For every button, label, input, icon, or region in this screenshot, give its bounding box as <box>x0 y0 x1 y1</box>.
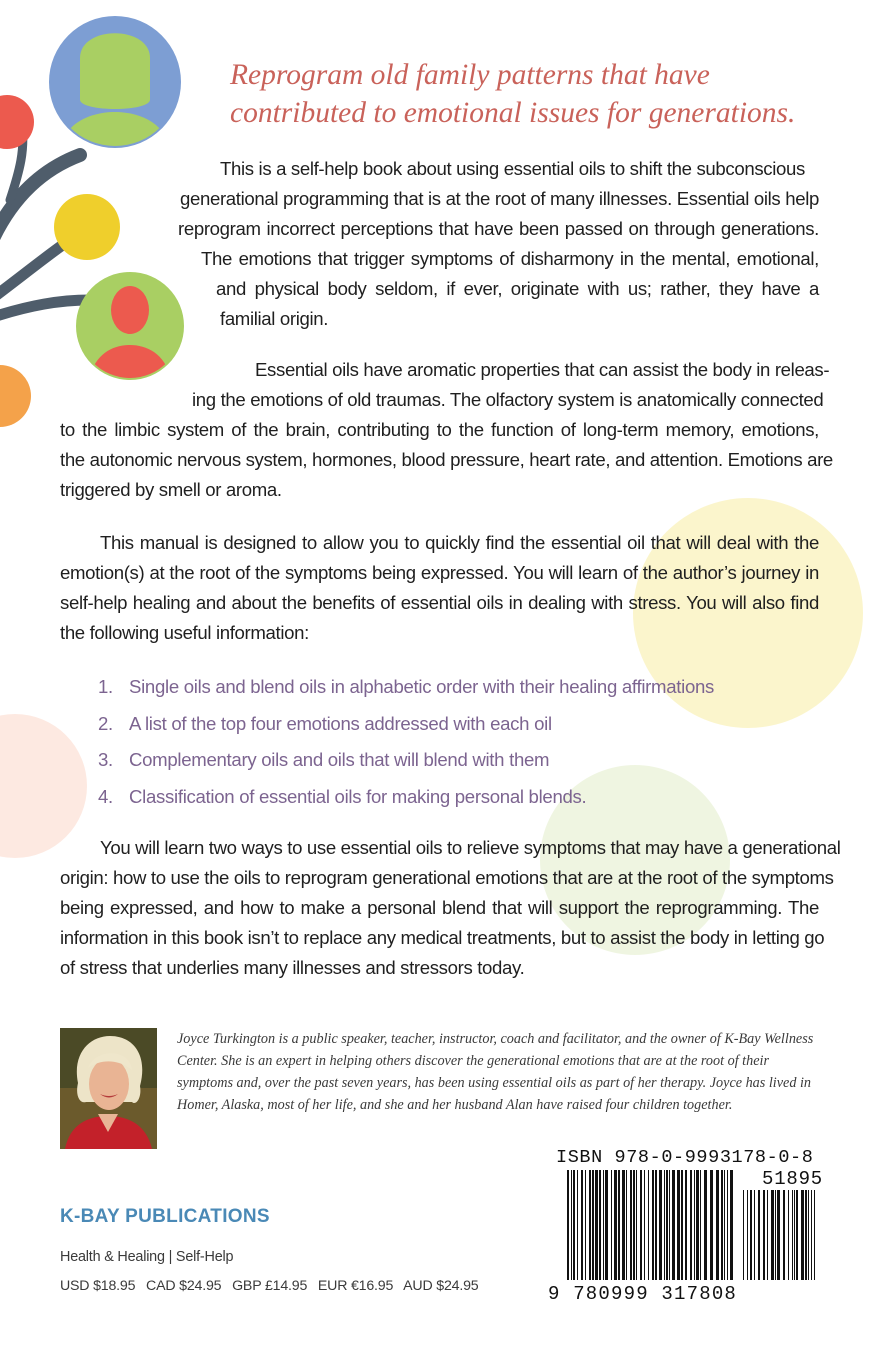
barcode-bar <box>721 1170 723 1280</box>
barcode-bar <box>747 1190 748 1280</box>
price-cad: CAD $24.95 <box>146 1278 222 1294</box>
barcode-bar <box>681 1170 683 1280</box>
list-number: 1. <box>98 676 113 697</box>
text-line: This manual is designed to allow you to quickly find the essential oil that will deal with the <box>100 532 819 553</box>
red-circle <box>0 95 34 149</box>
text-line: The emotions that trigger symptoms of disharmony in the mental, emotional, <box>201 248 819 269</box>
barcode-bar <box>767 1190 768 1280</box>
manual-paragraph <box>60 528 819 648</box>
isbn-label: ISBN 978-0-9993178-0-8 <box>556 1147 814 1168</box>
price-list <box>60 1278 485 1294</box>
barcode-bar <box>648 1170 649 1280</box>
text-line: This is a self-help book about using essential oils to shift the subconscious <box>220 158 805 179</box>
barcode-bar <box>622 1170 625 1280</box>
barcode-bar <box>794 1190 795 1280</box>
barcode-bar <box>633 1170 635 1280</box>
barcode-bar <box>655 1170 657 1280</box>
list-text: A list of the top four emotions addressed with each oil <box>129 712 552 734</box>
barcode-bar <box>595 1170 598 1280</box>
barcode-bar <box>788 1190 789 1280</box>
barcode-bar <box>577 1170 578 1280</box>
barcode-bar <box>611 1170 612 1280</box>
barcode-bar <box>605 1170 608 1280</box>
barcode-bar <box>783 1190 785 1280</box>
barcode-bar <box>626 1170 627 1280</box>
author-bio: Joyce Turkington is a public speaker, teacher, instructor, coach and facilitator, and the owner of K-Bay Wellness Center. She is an expert in helping others discover the generational emotions that are at the root of their symptoms and, over the past seven years, has been using essential oils as part of her therapy. Joyce has lived in Homer, Alaska, most of her life, and she and her husband Alan have raised four children together. <box>177 1031 814 1113</box>
text-line: reprogram incorrect perceptions that have been passed on through generations. <box>178 218 819 239</box>
tagline <box>230 56 830 132</box>
text-line: information in this book isn’t to replace any medical treatments, but to assist the body in letting go <box>60 927 825 948</box>
text-line: of stress that underlies many illnesses and stressors today. <box>60 957 525 978</box>
usage-paragraph <box>60 833 841 983</box>
barcode-bar <box>664 1170 665 1280</box>
features-list <box>98 672 798 818</box>
barcode-bar <box>710 1170 713 1280</box>
barcode-bar <box>636 1170 637 1280</box>
barcode-bar <box>685 1170 687 1280</box>
barcode-bar <box>659 1170 662 1280</box>
barcode-bar <box>573 1170 575 1280</box>
list-number: 3. <box>98 749 113 771</box>
list-text: Single oils and blend oils in alphabetic order with their healing affirmations <box>129 676 715 697</box>
barcode-bar <box>618 1170 620 1280</box>
barcode-bar <box>792 1190 793 1280</box>
ean-digits: 9 780999 317808 <box>548 1283 738 1305</box>
barcode-bar <box>763 1190 765 1280</box>
barcode-bar <box>777 1190 780 1280</box>
text-line: You will learn two ways to use essential oils to relieve symptoms that may have a generational <box>100 837 841 858</box>
text-line: ing the emotions of old traumas. The olfactory system is anatomically connected <box>192 389 824 410</box>
barcode-bar <box>666 1170 668 1280</box>
barcode-bar <box>630 1170 632 1280</box>
price-code: 51895 <box>762 1168 824 1190</box>
yellow-circle <box>54 194 120 260</box>
barcode-bar <box>599 1170 601 1280</box>
text-line: and physical body seldom, if ever, originate with us; rather, they have a <box>216 278 819 299</box>
barcode-bar <box>700 1170 701 1280</box>
barcode-bar <box>750 1190 752 1280</box>
barcode-bar <box>808 1190 809 1280</box>
female-avatar-icon <box>49 16 181 150</box>
author-photo <box>60 1028 157 1149</box>
barcode-bar <box>690 1170 692 1280</box>
text-line: origin: how to use the oils to reprogram generational emotions that are at the root of the symptoms <box>60 867 834 888</box>
price-usd: USD $18.95 <box>60 1278 136 1294</box>
barcode-bar <box>567 1170 569 1280</box>
price-gbp: GBP £14.95 <box>232 1278 308 1294</box>
text-line: Essential oils have aromatic properties that can assist the body in releas- <box>255 359 830 380</box>
barcode-bar <box>754 1190 755 1280</box>
list-item <box>98 672 798 709</box>
list-item <box>98 709 798 746</box>
barcode-bar <box>724 1170 725 1280</box>
text-line: familial origin. <box>220 308 329 329</box>
barcode-bar <box>771 1190 774 1280</box>
ean-barcode <box>553 1170 819 1360</box>
barcode-bar <box>585 1170 586 1280</box>
barcode-bar <box>592 1170 594 1280</box>
barcode-area <box>553 1170 819 1360</box>
barcode-bar <box>672 1170 675 1280</box>
text-line: the following useful information: <box>60 622 309 643</box>
price-eur: EUR €16.95 <box>317 1278 394 1294</box>
text-line: being expressed, and how to make a personal blend that will support the reprogramming. The <box>60 897 819 918</box>
text-line: emotion(s) at the root of the symptoms being expressed. You will learn of the author’s journey in <box>60 562 819 583</box>
barcode-bar <box>614 1170 617 1280</box>
list-text: Complementary oils and oils that will blend with them <box>129 749 550 771</box>
barcode-bar <box>652 1170 654 1280</box>
list-item <box>98 745 798 782</box>
barcode-bar <box>694 1170 695 1280</box>
barcode-bar <box>640 1170 642 1280</box>
list-text: Classification of essential oils for making personal blends. <box>129 785 587 807</box>
text-line: to the limbic system of the brain, contributing to the function of long-term memory, emotions, <box>60 419 819 440</box>
list-number: 4. <box>98 785 113 807</box>
barcode-bar <box>805 1190 807 1280</box>
barcode-bar <box>677 1170 680 1280</box>
price-aud: AUD $24.95 <box>403 1278 479 1294</box>
barcode-bar <box>603 1170 604 1280</box>
barcode-bar <box>811 1190 812 1280</box>
list-item <box>98 782 798 819</box>
publisher-name: K-BAY PUBLICATIONS <box>60 1206 270 1227</box>
barcode-bar <box>730 1170 733 1280</box>
barcode-bar <box>775 1190 776 1280</box>
barcode-bar <box>696 1170 699 1280</box>
text-line: the autonomic nervous system, hormones, blood pressure, heart rate, and attention. Emotions are <box>60 449 833 470</box>
barcode-bar <box>796 1190 798 1280</box>
barcode-bar <box>704 1170 707 1280</box>
barcode-bar <box>743 1190 744 1280</box>
barcode-bar <box>669 1170 670 1280</box>
barcode-bar <box>727 1170 728 1280</box>
barcode-bar <box>814 1190 815 1280</box>
barcode-bar <box>581 1170 583 1280</box>
barcode-bar <box>571 1170 572 1280</box>
barcode-bar <box>716 1170 719 1280</box>
orange-circle <box>0 365 31 427</box>
text-line: self-help healing and about the benefits of essential oils in dealing with stress. You will also find <box>60 592 819 613</box>
book-category: Health & Healing | Self-Help <box>60 1249 234 1265</box>
tagline-line: Reprogram old family patterns that have <box>230 59 710 91</box>
list-number: 2. <box>98 712 113 734</box>
barcode-bar <box>644 1170 645 1280</box>
barcode-bar <box>758 1190 760 1280</box>
tagline-line: contributed to emotional issues for generations. <box>230 97 796 129</box>
text-line: generational programming that is at the root of many illnesses. Essential oils help <box>180 188 819 209</box>
text-line: triggered by smell or aroma. <box>60 479 282 500</box>
intro-paragraph <box>178 154 819 334</box>
oils-paragraph <box>60 355 833 505</box>
barcode-bar <box>589 1170 591 1280</box>
barcode-bar <box>801 1190 804 1280</box>
